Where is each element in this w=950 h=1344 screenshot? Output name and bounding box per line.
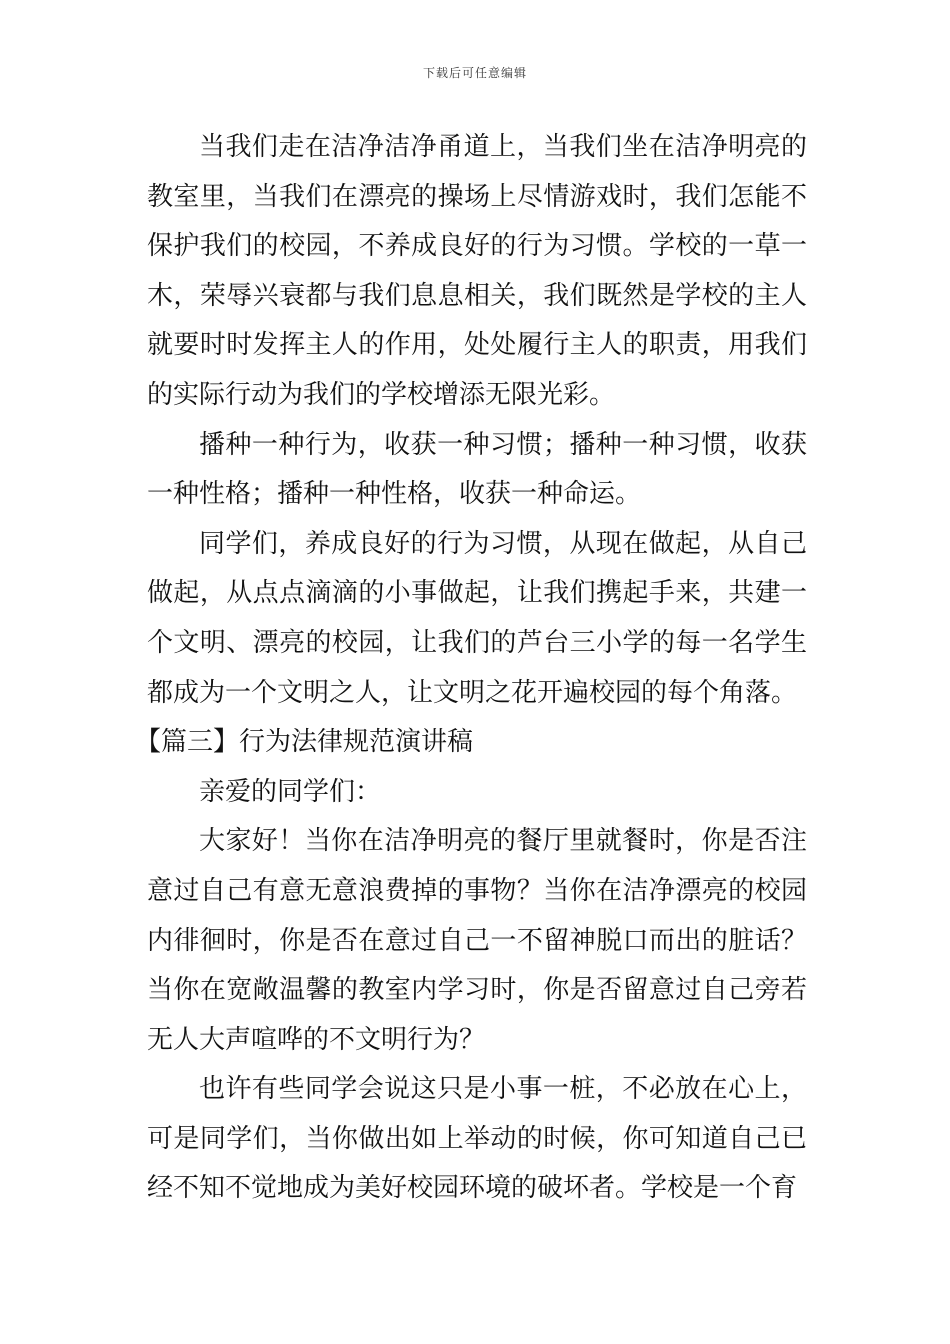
paragraph-call-to-action: 同学们，养成良好的行为习惯，从现在做起，从自己做起，从点点滴滴的小事做起，让我们携起手来，共建一个文明、漂亮的校园，让我们的芦台三小学的每一名学生都成为一个文明之人，让文明之花开遍校园的每个角落。	[147, 528, 807, 708]
greeting: 亲爱的同学们：	[199, 776, 382, 807]
document-body	[135, 123, 807, 1214]
paragraph-small-matters: 也许有些同学会说这只是小事一桩，不必放在心上，可是同学们，当你做出如上举动的时候，你可知道自己已经不知不觉地成为美好校园环境的破坏者。学校是一个育	[147, 1074, 807, 1204]
paragraph-campus-care: 当我们走在洁净洁净甬道上，当我们坐在洁净明亮的教室里，当我们在漂亮的操场上尽情游戏时，我们怎能不保护我们的校园，不养成良好的行为习惯。学校的一草一木，荣辱兴衰都与我们息息相关，我们既然是学校的主人就要时时发挥主人的作用，处处履行主人的职责，用我们的实际行动为我们的学校增添无限光彩。	[147, 132, 807, 410]
page-header: 下载后可任意编辑	[422, 66, 527, 80]
paragraph-questions: 大家好！当你在洁净明亮的餐厅里就餐时，你是否注意过自己有意无意浪费掉的事物？当你在洁净漂亮的校园内徘徊时，你是否在意过自己一不留神脱口而出的脏话？当你在宽敞温馨的教室内学习时，你是否留意过自己旁若无人大声喧哗的不文明行为？	[147, 826, 807, 1055]
section-title: 【篇三】行为法律规范演讲稿	[135, 727, 474, 758]
paragraph-habit-proverb: 播种一种行为，收获一种习惯；播种一种习惯，收获一种性格；播种一种性格，收获一种命运。	[147, 429, 807, 510]
